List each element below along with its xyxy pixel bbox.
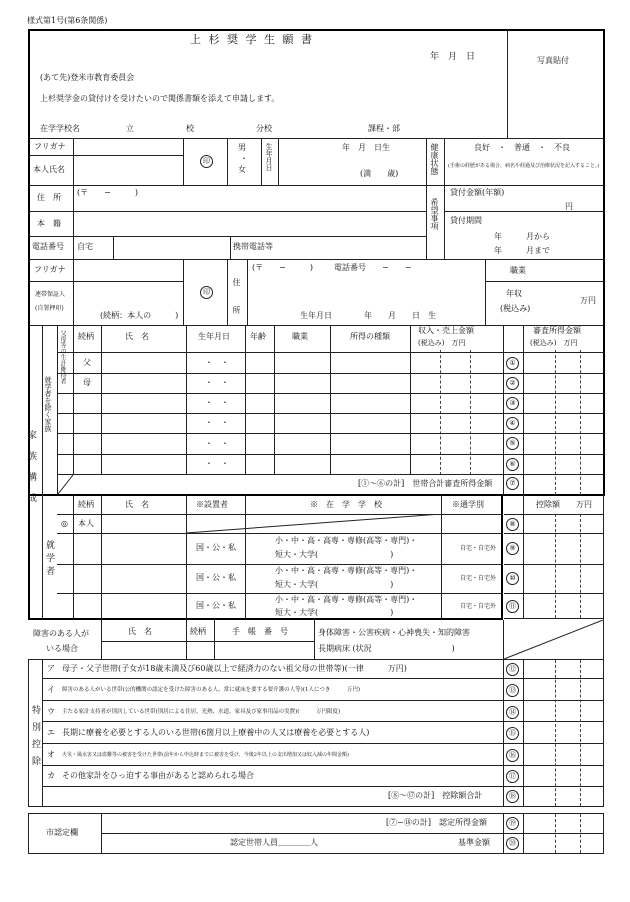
dis-illness: 長期病床 (状況 ) xyxy=(318,644,455,653)
g-label1: 連帯保証人 xyxy=(35,291,66,298)
stu-founder-3: 国・公・私 xyxy=(196,601,236,610)
furigana-label: フリガナ xyxy=(34,142,66,151)
rule xyxy=(29,138,604,139)
excl-label: 就学者を除く家族 xyxy=(44,376,52,432)
dash xyxy=(580,660,581,806)
rule xyxy=(101,620,102,659)
fam-h-name: 氏 名 xyxy=(125,332,149,341)
addressee: (あて先)登米市教育委員会 xyxy=(40,73,135,82)
fam-h-age: 年齢 xyxy=(250,332,266,341)
loan-period-label: 貸付期間 xyxy=(450,216,482,225)
stu-founder-2: 国・公・私 xyxy=(196,573,236,582)
city-standard: 基準金額 xyxy=(458,838,490,847)
rule xyxy=(314,620,315,659)
rule xyxy=(43,721,604,722)
ded-key-o: オ xyxy=(47,750,55,759)
dash xyxy=(555,660,556,806)
domicile-label: 本 籍 xyxy=(37,219,61,228)
frame-left xyxy=(28,29,30,619)
form-number: 様式第1号(第6条関係) xyxy=(27,16,108,25)
fam-num-1: ① xyxy=(506,357,519,370)
fam-num-5: ⑤ xyxy=(506,437,519,450)
rule xyxy=(274,325,275,475)
rule xyxy=(523,325,524,495)
rule xyxy=(102,641,314,642)
sex-female: 女 xyxy=(238,165,246,174)
school-li: 立 xyxy=(126,124,134,133)
dash xyxy=(555,514,556,618)
rule xyxy=(101,833,604,834)
rule xyxy=(73,325,74,475)
stu-num-11: ⑪ xyxy=(506,600,519,613)
fam-h-assess-unit: (税込み) 万円 xyxy=(530,339,578,347)
frame-right xyxy=(603,29,605,496)
fam-h-kind: 所得の種類 xyxy=(350,332,390,341)
rule xyxy=(28,853,604,854)
form-title: 上 杉 奨 学 生 願 書 xyxy=(190,33,314,46)
rule xyxy=(426,138,427,259)
dis-types: 身体障害・公害疾病・心神喪失・知的障害 xyxy=(318,628,470,637)
stu-num-10: ⑩ xyxy=(506,572,519,585)
rule xyxy=(444,211,604,212)
loan-amount-label: 貸付金額(年額) xyxy=(450,188,505,197)
stu-num-9: ⑨ xyxy=(506,542,519,555)
ded-key-u: ウ xyxy=(47,707,55,716)
stu-h-founder: ※設置者 xyxy=(196,500,228,509)
school-label: 在学学校名 xyxy=(40,124,80,133)
fam-total-num: ⑦ xyxy=(506,477,519,490)
fam-rel-1: 父 xyxy=(83,358,91,367)
stu-h-deduct: 控除額 万円 xyxy=(536,500,592,509)
rule xyxy=(245,325,246,475)
request-text: 上杉奨学金の貸付けを受けたいので関係書類を添えて申請します。 xyxy=(40,94,280,103)
rule xyxy=(603,813,604,854)
rule xyxy=(43,743,604,744)
g-phone: 電話番号 − − xyxy=(334,263,412,272)
ded-key-e: エ xyxy=(47,728,55,737)
ded-total-label: [⑧〜⑰の計] 控除額合計 xyxy=(388,791,483,800)
stu-school2-2: 短大・大学( ) xyxy=(275,580,394,589)
fam-h-rel: 続柄 xyxy=(78,332,94,341)
phone-label: 電話番号 xyxy=(32,242,64,251)
stu-h-school: ※ 在 学 学 校 xyxy=(310,500,382,509)
rule xyxy=(29,259,604,260)
fam-dob-6: ・ ・ xyxy=(205,459,229,468)
rule xyxy=(261,138,262,185)
dis-label1: 障害のある人が xyxy=(33,629,89,638)
stu-school1-2: 小・中・高・高専・専修(高等・専門)・ xyxy=(275,566,418,575)
rule xyxy=(57,352,604,353)
rule xyxy=(523,495,524,619)
health-note: (手術の経歴がある場合、病名や経過及び治療状況を記入すること。) xyxy=(448,163,600,169)
ded-text-e: 長期に療養を必要とする人のいる世帯(6箇月以上療養中の人又は療養を必要とする人) xyxy=(62,728,370,737)
fam-total-label: [①〜⑥の計] 世帯合計審査所得金額 xyxy=(358,479,493,488)
dash xyxy=(555,814,556,853)
diag-slash xyxy=(504,620,604,660)
school-bunko: 分校 xyxy=(256,124,272,133)
g-income-tax: (税込み) xyxy=(500,304,531,313)
city-label: 市認定欄 xyxy=(46,828,78,837)
ded-text-u: 主たる家計支持者が別居している世帯(別居による住居、光熱、水道、家具及び家事用品の実費)( 万円限度) xyxy=(62,709,341,715)
ded-num-14: ⑭ xyxy=(506,706,519,719)
rule xyxy=(183,259,184,325)
rule xyxy=(73,138,74,259)
rule xyxy=(57,474,604,475)
stu-commute-3: 自宅・自宅外 xyxy=(460,603,497,610)
seal-mark: 印 xyxy=(200,155,213,168)
stu-commute-2: 自宅・自宅外 xyxy=(460,575,497,582)
parent-note: 父母等の生計維持者 xyxy=(59,330,66,384)
age: (満 歳) xyxy=(360,169,399,178)
rule xyxy=(28,806,604,807)
rule xyxy=(523,659,524,807)
rule xyxy=(42,659,43,807)
dash xyxy=(580,814,581,853)
rule xyxy=(57,393,604,394)
rule xyxy=(523,813,524,854)
rule xyxy=(57,433,604,434)
fam-num-2: ② xyxy=(506,377,519,390)
stu-h-rel: 続柄 xyxy=(78,500,94,509)
fam-dob-3: ・ ・ xyxy=(205,398,229,407)
photo-label: 写真貼付 xyxy=(537,56,569,65)
period-from: 年 月から xyxy=(494,232,550,241)
rule xyxy=(186,325,187,475)
rule xyxy=(29,211,426,212)
city-num-20: ⑳ xyxy=(506,837,519,850)
rule xyxy=(73,259,74,325)
rule xyxy=(57,413,604,414)
g-occupation: 職業 xyxy=(510,266,526,275)
rule xyxy=(504,533,604,534)
ded-text-ka: その他家計をひっ迫する事由があると認められる場合 xyxy=(62,771,254,780)
rule xyxy=(29,325,604,326)
postal: (〒 − ) xyxy=(77,188,138,197)
fam-h-assess: 審査所得金額 xyxy=(533,326,581,335)
health-options: 良好 ・ 普通 ・ 不良 xyxy=(474,143,570,152)
fam-h-income-unit: (税込み) 万円 xyxy=(418,339,466,347)
fam-rel-2: 母 xyxy=(83,378,91,387)
fam-dob-5: ・ ・ xyxy=(205,439,229,448)
stu-school2-3: 短大・大学( ) xyxy=(275,608,394,617)
frame-family-right xyxy=(501,494,503,620)
city-num-19: ⑲ xyxy=(506,817,519,830)
frame-top xyxy=(28,29,605,31)
sex-dot: ・ xyxy=(240,154,248,163)
sex-male: 男 xyxy=(238,143,246,152)
ded-key-ka: カ xyxy=(47,771,55,780)
stu-h-commute: ※通学別 xyxy=(452,500,484,509)
stu-school2-1: 短大・大学( ) xyxy=(275,550,394,559)
rule xyxy=(43,765,604,766)
rule xyxy=(57,373,604,374)
rule xyxy=(101,813,102,854)
rule xyxy=(101,325,102,475)
ded-num-18: ⑱ xyxy=(506,790,519,803)
g-label2: (自署押印) xyxy=(35,305,64,312)
g-relation: (続柄：本人の ) xyxy=(100,311,179,320)
g-furigana: フリガナ xyxy=(34,265,66,274)
rule xyxy=(29,236,426,237)
fam-dob-4: ・ ・ xyxy=(205,418,229,427)
g-birth: 生年月日 年 月 日 生 xyxy=(300,311,436,320)
ded-num-15: ⑮ xyxy=(506,727,519,740)
ded-text-i: 障害のある人がいる世帯(公的機関の認定を受けた障害のある人、常に就床を要する要介護の人等)(1人につき 万円) xyxy=(62,687,360,693)
rule xyxy=(57,325,58,495)
stu-self: 本人 xyxy=(78,519,94,528)
fam-num-3: ③ xyxy=(506,397,519,410)
rule xyxy=(214,620,215,659)
ded-num-16: ⑯ xyxy=(506,749,519,762)
ded-num-12: ⑫ xyxy=(506,663,519,676)
stu-school1-1: 小・中・高・高専・専修(高等・専門)・ xyxy=(275,536,418,545)
rule xyxy=(503,659,504,807)
rule xyxy=(603,495,604,619)
stu-founder-1: 国・公・私 xyxy=(196,543,236,552)
family-label: 家族構成 xyxy=(26,430,36,514)
photo-box-left xyxy=(507,30,508,138)
rule xyxy=(444,138,445,259)
rule xyxy=(28,813,29,854)
frame-family-bottom xyxy=(28,618,503,620)
ded-text-a: 母子・父子世帯(子女が18歳未満及び60歳以上で経済力のない祖父母の世帯等)(一律 万円) xyxy=(62,664,407,673)
fam-dob-2: ・ ・ xyxy=(205,378,229,387)
stu-num-8: ⑧ xyxy=(506,518,519,531)
stu-h-name: 氏 名 xyxy=(125,500,149,509)
fam-h-job: 職業 xyxy=(292,332,308,341)
g-man-yen: 万円 xyxy=(580,296,596,305)
rule xyxy=(504,514,604,515)
birth-date: 年 月 日生 xyxy=(342,143,390,152)
ded-key-i: イ xyxy=(47,685,55,694)
name-label: 本人氏名 xyxy=(33,165,65,174)
rule xyxy=(42,325,43,618)
rule xyxy=(43,700,604,701)
rule xyxy=(43,786,604,787)
school-course: 課程・部 xyxy=(368,124,400,133)
health-label: 健康状態 xyxy=(430,143,439,175)
rule xyxy=(29,155,183,156)
rule xyxy=(43,678,604,679)
mobile-label: 携帯電話等 xyxy=(233,242,273,251)
address-label: 住 所 xyxy=(37,193,61,202)
fam-h-dob: 生年月日 xyxy=(198,332,230,341)
g-seal-mark: 印 xyxy=(200,286,213,299)
dis-rel: 続柄 xyxy=(190,627,206,636)
birth-label: 生年月日 xyxy=(265,143,273,171)
fam-num-6: ⑥ xyxy=(506,458,519,471)
city-members: 認定世帯人員＿＿＿＿人 xyxy=(230,838,318,847)
rule xyxy=(29,185,604,186)
rule xyxy=(29,281,183,282)
rule xyxy=(227,259,228,325)
ded-num-13: ⑬ xyxy=(506,684,519,697)
stu-commute-1: 自宅・自宅外 xyxy=(460,545,497,552)
loan-yen: 円 xyxy=(565,202,573,211)
dis-label2: いる場合 xyxy=(46,644,78,653)
rule xyxy=(278,138,279,185)
dis-name: 氏 名 xyxy=(128,627,152,636)
rule xyxy=(186,620,187,659)
rule xyxy=(28,813,604,814)
rule xyxy=(504,593,604,594)
rule xyxy=(57,564,503,565)
city-approved: [⑦−⑱の計] 認定所得金額 xyxy=(386,818,487,827)
fam-dob-1: ・ ・ xyxy=(205,358,229,367)
school-ko: 校 xyxy=(186,124,194,133)
rule xyxy=(57,593,503,594)
diag-slash xyxy=(57,474,75,495)
ded-text-o: 火災・風水害又は盗難等の被害を受けた世帯(前年から申込時までに被害を受け、今後2年以上の支出増加又は収入減の年間金額) xyxy=(62,752,349,758)
rule xyxy=(485,281,604,282)
ded-num-17: ⑰ xyxy=(506,770,519,783)
rule xyxy=(410,325,411,475)
rule xyxy=(57,454,604,455)
rule xyxy=(227,138,228,185)
students-label: 就学者 xyxy=(44,540,54,579)
frame-main-bottom xyxy=(28,494,605,496)
rule xyxy=(113,236,114,259)
rule xyxy=(504,564,604,565)
g-postal: (〒 − ) xyxy=(252,263,313,272)
dash xyxy=(580,514,581,618)
rule xyxy=(183,138,184,185)
wish-label: 希望事項 xyxy=(430,198,439,230)
rule xyxy=(504,618,604,619)
rule xyxy=(603,659,604,807)
stu-self-mark: ◎ xyxy=(61,519,68,528)
rule xyxy=(485,259,486,325)
dis-book: 手 帳 番 号 xyxy=(232,627,288,636)
rule xyxy=(247,259,248,325)
g-address-label: 住 所 xyxy=(232,278,241,320)
g-income: 年収 xyxy=(506,289,522,298)
rule xyxy=(503,813,504,854)
ded-key-a: ア xyxy=(47,664,55,673)
application-date: 年 月 日 xyxy=(430,52,476,62)
rule xyxy=(230,236,231,259)
rule xyxy=(330,325,331,475)
home-label: 自宅 xyxy=(77,242,93,251)
fam-h-income: 収入・売上金額 xyxy=(418,326,474,335)
rule xyxy=(28,659,29,807)
period-to: 年 月まで xyxy=(494,246,550,255)
stu-school1-3: 小・中・高・高専・専修(高等・専門)・ xyxy=(275,595,418,604)
fam-num-4: ④ xyxy=(506,417,519,430)
rule xyxy=(503,325,504,495)
diag-slash xyxy=(186,514,442,534)
deduct-label: 特別控除 xyxy=(30,705,40,773)
